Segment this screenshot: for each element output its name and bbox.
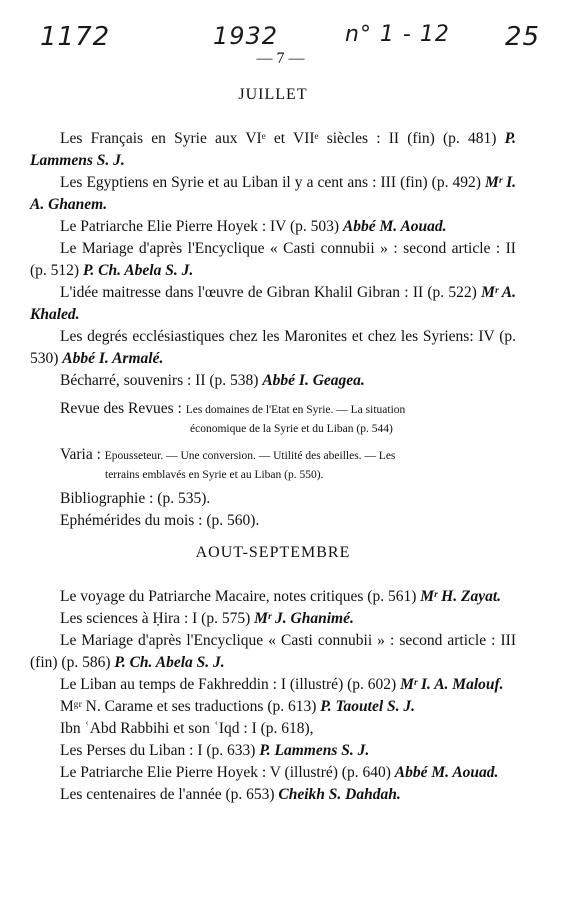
toc-entry [30,674,516,696]
entry-author: Mʳ H. Zayat. [420,588,502,605]
handwritten-note-right: 25 [505,22,541,52]
table-of-contents [30,86,516,806]
revue-label: Revue des Revues : [60,400,186,417]
entry-italic: (fin) [400,174,428,191]
toc-entry [30,326,516,370]
entry-title: Le Mariage d'après l'Encyclique « [60,240,284,257]
entry-title: Les Perses du Liban : I (p. 633) [60,742,260,759]
entry-pages: : II (p. 512) [30,240,516,279]
entry-italic: illustré [289,764,333,781]
section-title-aout-septembre: AOUT-SEPTEMBRE [195,544,351,561]
revue-des-revues [30,398,516,438]
varia-label: Varia : [60,446,105,463]
entry-pages: (p. 481) [434,130,505,147]
varia [30,444,516,484]
entry-pages: (p. 492) [427,174,485,191]
entry-author: P. Ch. Abela S. J. [114,654,225,671]
entry-author: Mʳ I. A. Ghanem. [30,174,517,213]
entry-pages: : III (fin) (p. 586) [30,632,516,671]
handwritten-note-left: 1172 [40,22,111,52]
toc-entry [30,282,516,326]
entry-pages: ) (p. 640) [332,764,395,781]
entry-italic: Casti connubii » : second article [281,632,487,649]
entry-italic: souvenirs [123,372,184,389]
entry-title: Bécharré, [60,372,124,389]
entry-title: Les degrés ecclésiastiques chez les Maronites et chez les Syriens: IV (p. 530) [30,328,516,367]
toc-entry [30,630,516,674]
entry-italic: (fin) [407,130,435,147]
entry-italic: notes critiques [273,588,364,605]
entry-title: Les sciences à Ḥira : I (p. 575) [60,610,255,627]
entry-title: Le Mariage d'après l'Encyclique « [60,632,281,649]
toc-entry [30,784,516,806]
entry-author: Cheikh S. Dahdah. [278,786,401,803]
entry-pages: (p. 561) [363,588,421,605]
toc-entry [30,238,516,282]
entry-italic: Casti connubii » : second article [283,240,491,257]
handwritten-year: 1932 [213,22,279,50]
entry-author: P. Taoutel S. J. [320,698,416,715]
toc-entry [30,172,516,216]
toc-entry [30,370,516,392]
aout-entries [30,586,516,806]
entry-pages: : II (p. 538) [183,372,263,389]
entry-author: P. Ch. Abela S. J. [82,262,194,279]
entry-title: Les centenaires de l'année (p. 653) [60,786,279,803]
entry-title: Le Patriarche Elie Pierre Hoyek : V ( [60,764,290,781]
entry-title: Le Liban au temps de Fakhreddin : I ( [60,676,296,693]
entry-title: Le voyage du Patriarche Macaire, [60,588,274,605]
entry-italic: illustré [295,676,339,693]
entry-title: L'idée maitresse dans l'œuvre de Gibran Khalil Gibran : II (p. 522) [60,284,482,301]
entry-pages: ) (p. 602) [338,676,401,693]
varia-line2: terrains emblavés en Syrie et au Liban (p. 550). [105,469,324,481]
entry-author: P. Lammens S. J. [259,742,370,759]
bibliographie: Bibliographie : (p. 535). [60,490,211,507]
toc-entry [30,216,516,238]
juillet-entries [30,128,516,392]
entry-title: Mᵍʳ N. Carame et ses traductions (p. 613) [60,698,321,715]
entry-author: Mʳ J. Ghanimé. [254,610,354,627]
page-number: — 7 — [256,50,305,67]
toc-entry [30,608,516,630]
toc-entry [30,762,516,784]
toc-entry [30,586,516,608]
entry-author: Mʳ I. A. Malouf. [400,676,504,693]
toc-entry [30,740,516,762]
entry-title: Ibn ʿAbd Rabbihi et son ʿIqd : I (p. 618), [60,720,314,737]
entry-author: Abbé M. Aouad. [394,764,499,781]
entry-author: Abbé I. Armalé. [62,350,164,367]
ephemerides: Ephémérides du mois : (p. 560). [60,512,260,529]
revue-line2: économique de la Syrie et du Liban (p. 544) [190,423,393,435]
entry-title: Les Egyptiens en Syrie et au Liban il y a cent ans : III [60,174,401,191]
section-title-juillet: JUILLET [238,86,308,103]
entry-author: Mʳ A. Khaled. [30,284,517,323]
entry-author: Abbé I. Geagea. [262,372,365,389]
entry-title: Les Français en Syrie aux VIᵉ et VIIᵉ siècles : II [60,130,408,147]
revue-line1: Les domaines de l'Etat en Syrie. — La situation [185,404,406,416]
toc-entry [30,128,516,172]
varia-line1: Epousseteur. — Une conversion. — Utilité des abeilles. — Les [104,450,396,462]
handwritten-range: n° 1 - 12 [345,22,450,47]
entry-author: P. Lammens S. J. [30,130,516,169]
toc-entry [30,718,516,740]
entry-title: Le Patriarche Elie Pierre Hoyek : IV (p. 503) [60,218,343,235]
entry-author: Abbé M. Aouad. [342,218,447,235]
toc-entry [30,696,516,718]
